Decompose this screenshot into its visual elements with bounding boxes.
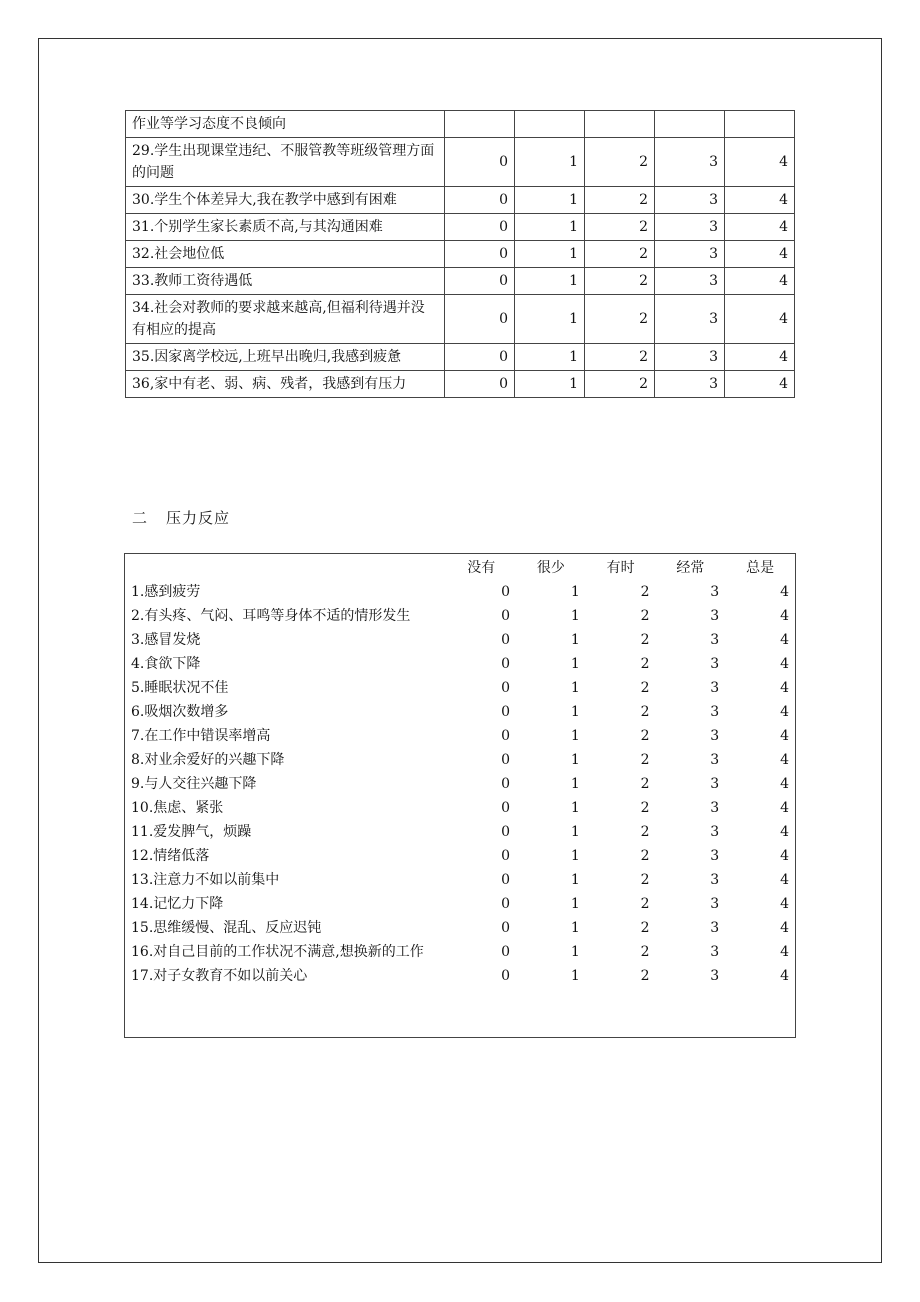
score-cell bbox=[515, 111, 585, 138]
score-cell: 0 bbox=[501, 776, 511, 792]
score-cell: 1 bbox=[570, 800, 580, 816]
score-cell: 4 bbox=[780, 704, 789, 720]
score-cell bbox=[585, 111, 655, 138]
question-text: 9.与人交往兴趣下降 bbox=[131, 776, 257, 792]
score-cell: 3 bbox=[710, 752, 720, 768]
score-cell: 0 bbox=[501, 968, 511, 984]
score-cell: 3 bbox=[710, 656, 720, 672]
score-cell: 4 bbox=[780, 608, 789, 624]
score-cell: 1 bbox=[570, 896, 580, 912]
score-cell bbox=[725, 111, 795, 138]
score-cell: 0 bbox=[445, 268, 515, 295]
score-cell: 2 bbox=[640, 728, 650, 744]
table-row bbox=[125, 700, 795, 724]
score-cell: 3 bbox=[655, 295, 725, 344]
score-cell bbox=[445, 111, 515, 138]
table-row bbox=[125, 892, 795, 916]
question-text: 11.爱发脾气，烦躁 bbox=[131, 824, 252, 840]
question-text: 32.社会地位低 bbox=[126, 241, 445, 268]
question-text: 14.记忆力下降 bbox=[131, 896, 224, 912]
score-cell: 2 bbox=[585, 295, 655, 344]
score-cell: 3 bbox=[655, 138, 725, 187]
question-text: 作业等学习态度不良倾向 bbox=[126, 111, 445, 138]
score-cell: 1 bbox=[570, 608, 580, 624]
score-cell: 1 bbox=[570, 656, 580, 672]
header-sometimes: 有时 bbox=[606, 560, 635, 576]
score-cell: 0 bbox=[445, 214, 515, 241]
table-row bbox=[125, 604, 795, 628]
score-cell: 3 bbox=[655, 268, 725, 295]
score-cell: 2 bbox=[640, 920, 650, 936]
score-cell: 4 bbox=[725, 241, 795, 268]
score-cell: 0 bbox=[501, 728, 511, 744]
score-cell: 1 bbox=[515, 187, 585, 214]
score-cell: 3 bbox=[710, 704, 720, 720]
score-cell: 2 bbox=[640, 848, 650, 864]
question-text: 8.对业余爱好的兴趣下降 bbox=[131, 752, 285, 768]
question-text: 3.感冒发烧 bbox=[131, 632, 201, 648]
score-cell: 3 bbox=[710, 776, 720, 792]
score-cell: 2 bbox=[585, 371, 655, 398]
table-row bbox=[126, 187, 795, 214]
header-spacer bbox=[125, 556, 446, 580]
score-cell: 2 bbox=[640, 584, 650, 600]
score-cell: 4 bbox=[780, 920, 789, 936]
score-cell: 2 bbox=[640, 680, 650, 696]
score-cell: 0 bbox=[445, 241, 515, 268]
score-cell: 0 bbox=[501, 752, 511, 768]
score-cell: 0 bbox=[445, 344, 515, 371]
question-text: 33.教师工资待遇低 bbox=[126, 268, 445, 295]
score-cell: 1 bbox=[570, 776, 580, 792]
score-cell: 3 bbox=[710, 896, 720, 912]
score-cell: 4 bbox=[725, 295, 795, 344]
score-cell: 1 bbox=[515, 344, 585, 371]
table-row bbox=[125, 724, 795, 748]
score-cell: 3 bbox=[710, 824, 720, 840]
score-cell: 1 bbox=[515, 241, 585, 268]
score-cell: 4 bbox=[780, 824, 789, 840]
header-often: 经常 bbox=[676, 560, 705, 576]
score-cell: 3 bbox=[710, 728, 720, 744]
score-cell: 1 bbox=[570, 584, 580, 600]
score-cell: 0 bbox=[501, 608, 511, 624]
table-row bbox=[125, 820, 795, 844]
score-cell: 4 bbox=[780, 968, 789, 984]
question-text: 35.因家离学校远,上班早出晚归,我感到疲惫 bbox=[126, 344, 445, 371]
score-cell: 2 bbox=[585, 241, 655, 268]
score-cell: 0 bbox=[501, 704, 511, 720]
score-cell: 4 bbox=[780, 752, 789, 768]
table-row bbox=[126, 344, 795, 371]
score-cell: 2 bbox=[640, 896, 650, 912]
score-cell: 2 bbox=[585, 344, 655, 371]
score-cell: 1 bbox=[515, 268, 585, 295]
score-cell: 0 bbox=[501, 584, 511, 600]
table-row bbox=[126, 241, 795, 268]
score-cell: 1 bbox=[570, 944, 580, 960]
score-cell: 2 bbox=[585, 138, 655, 187]
section-title: 压力反应 bbox=[166, 509, 231, 527]
question-text: 6.吸烟次数增多 bbox=[131, 704, 229, 720]
score-cell: 0 bbox=[445, 371, 515, 398]
score-cell: 0 bbox=[501, 848, 511, 864]
score-cell: 0 bbox=[501, 680, 511, 696]
score-cell: 2 bbox=[585, 187, 655, 214]
table-row bbox=[125, 940, 795, 964]
header-never: 没有 bbox=[467, 560, 496, 576]
table-row bbox=[125, 628, 795, 652]
score-cell: 3 bbox=[655, 214, 725, 241]
score-cell: 4 bbox=[780, 632, 789, 648]
question-text: 16.对自己目前的工作状况不满意,想换新的工作 bbox=[131, 944, 424, 960]
score-cell: 3 bbox=[710, 584, 720, 600]
score-cell: 3 bbox=[710, 920, 720, 936]
question-text: 4.食欲下降 bbox=[131, 656, 201, 672]
score-cell: 3 bbox=[710, 632, 720, 648]
score-cell: 0 bbox=[501, 800, 511, 816]
score-cell: 1 bbox=[515, 214, 585, 241]
score-cell: 1 bbox=[515, 295, 585, 344]
question-text: 7.在工作中错误率增高 bbox=[131, 728, 271, 744]
score-cell: 3 bbox=[710, 872, 720, 888]
question-text: 10.焦虑、紧张 bbox=[131, 800, 224, 816]
score-cell: 3 bbox=[710, 608, 720, 624]
table-row bbox=[125, 868, 795, 892]
table-row bbox=[126, 268, 795, 295]
section-heading bbox=[132, 507, 230, 528]
table-row bbox=[125, 844, 795, 868]
score-cell: 3 bbox=[710, 800, 720, 816]
table-row bbox=[126, 371, 795, 398]
score-cell: 3 bbox=[655, 344, 725, 371]
score-cell: 2 bbox=[640, 944, 650, 960]
score-cell: 3 bbox=[710, 944, 720, 960]
question-text: 34.社会对教师的要求越来越高,但福利待遇并没有相应的提高 bbox=[126, 295, 445, 344]
question-text: 31.个别学生家长素质不高,与其沟通困难 bbox=[126, 214, 445, 241]
question-text: 36,家中有老、弱、病、残者，我感到有压力 bbox=[126, 371, 445, 398]
score-cell: 2 bbox=[640, 632, 650, 648]
score-cell: 1 bbox=[570, 632, 580, 648]
score-cell: 4 bbox=[780, 584, 789, 600]
question-text: 15.思维缓慢、混乱、反应迟钝 bbox=[131, 920, 322, 936]
table-row bbox=[126, 295, 795, 344]
score-cell: 2 bbox=[640, 968, 650, 984]
score-cell: 3 bbox=[655, 187, 725, 214]
score-cell: 0 bbox=[501, 632, 511, 648]
question-text: 12.情绪低落 bbox=[131, 848, 210, 864]
score-cell: 4 bbox=[725, 187, 795, 214]
score-cell: 4 bbox=[725, 268, 795, 295]
score-cell: 0 bbox=[445, 295, 515, 344]
table-2-header-row bbox=[125, 556, 795, 580]
score-cell: 2 bbox=[640, 752, 650, 768]
question-text: 29.学生出现课堂违纪、不服管教等班级管理方面的问题 bbox=[126, 138, 445, 187]
questionnaire-table-1 bbox=[125, 110, 795, 398]
question-text: 13.注意力不如以前集中 bbox=[131, 872, 280, 888]
table-row bbox=[125, 652, 795, 676]
score-cell: 4 bbox=[780, 896, 789, 912]
table-row bbox=[125, 916, 795, 940]
question-text: 1.感到疲劳 bbox=[131, 584, 201, 600]
score-cell: 2 bbox=[640, 824, 650, 840]
questionnaire-table-2 bbox=[125, 556, 795, 988]
question-text: 17.对子女教育不如以前关心 bbox=[131, 968, 308, 984]
table-row bbox=[125, 964, 795, 988]
score-cell: 3 bbox=[710, 680, 720, 696]
table-1-body bbox=[126, 111, 795, 398]
score-cell: 2 bbox=[640, 656, 650, 672]
score-cell: 0 bbox=[445, 187, 515, 214]
question-text: 30.学生个体差异大,我在教学中感到有困难 bbox=[126, 187, 445, 214]
score-cell: 0 bbox=[501, 656, 511, 672]
score-cell: 1 bbox=[570, 920, 580, 936]
score-cell: 2 bbox=[640, 608, 650, 624]
table-row bbox=[126, 214, 795, 241]
score-cell: 4 bbox=[780, 680, 789, 696]
score-cell: 4 bbox=[725, 344, 795, 371]
table-row bbox=[125, 772, 795, 796]
header-rarely: 很少 bbox=[536, 560, 565, 576]
score-cell: 1 bbox=[570, 704, 580, 720]
score-cell: 1 bbox=[515, 138, 585, 187]
question-text: 5.睡眠状况不佳 bbox=[131, 680, 229, 696]
score-cell: 4 bbox=[780, 656, 789, 672]
score-cell: 4 bbox=[780, 776, 789, 792]
table-row bbox=[126, 111, 795, 138]
score-cell: 0 bbox=[445, 138, 515, 187]
header-always: 总是 bbox=[746, 560, 775, 576]
section-number: 二 bbox=[132, 509, 149, 527]
score-cell: 4 bbox=[780, 872, 789, 888]
score-cell: 0 bbox=[501, 824, 511, 840]
score-cell: 1 bbox=[570, 728, 580, 744]
score-cell: 2 bbox=[640, 800, 650, 816]
score-cell: 4 bbox=[780, 800, 789, 816]
score-cell: 4 bbox=[780, 728, 789, 744]
score-cell: 3 bbox=[655, 241, 725, 268]
score-cell: 1 bbox=[570, 824, 580, 840]
score-cell: 3 bbox=[710, 848, 720, 864]
score-cell bbox=[655, 111, 725, 138]
score-cell: 1 bbox=[570, 752, 580, 768]
score-cell: 3 bbox=[710, 968, 720, 984]
score-cell: 4 bbox=[780, 944, 789, 960]
score-cell: 2 bbox=[585, 268, 655, 295]
score-cell: 4 bbox=[725, 138, 795, 187]
question-text: 2.有头疼、气闷、耳鸣等身体不适的情形发生 bbox=[131, 608, 411, 624]
score-cell: 0 bbox=[501, 944, 511, 960]
score-cell: 2 bbox=[640, 872, 650, 888]
score-cell: 0 bbox=[501, 920, 511, 936]
score-cell: 1 bbox=[570, 680, 580, 696]
score-cell: 4 bbox=[725, 371, 795, 398]
score-cell: 0 bbox=[501, 896, 511, 912]
table-row bbox=[125, 580, 795, 604]
score-cell: 1 bbox=[570, 872, 580, 888]
table-row bbox=[125, 676, 795, 700]
score-cell: 2 bbox=[640, 776, 650, 792]
score-cell: 0 bbox=[501, 872, 511, 888]
table-row bbox=[126, 138, 795, 187]
score-cell: 4 bbox=[725, 214, 795, 241]
table-row bbox=[125, 796, 795, 820]
score-cell: 2 bbox=[585, 214, 655, 241]
score-cell: 2 bbox=[640, 704, 650, 720]
score-cell: 1 bbox=[515, 371, 585, 398]
score-cell: 1 bbox=[570, 968, 580, 984]
score-cell: 3 bbox=[655, 371, 725, 398]
score-cell: 4 bbox=[780, 848, 789, 864]
table-2-body bbox=[125, 580, 795, 988]
score-cell: 1 bbox=[570, 848, 580, 864]
table-row bbox=[125, 748, 795, 772]
